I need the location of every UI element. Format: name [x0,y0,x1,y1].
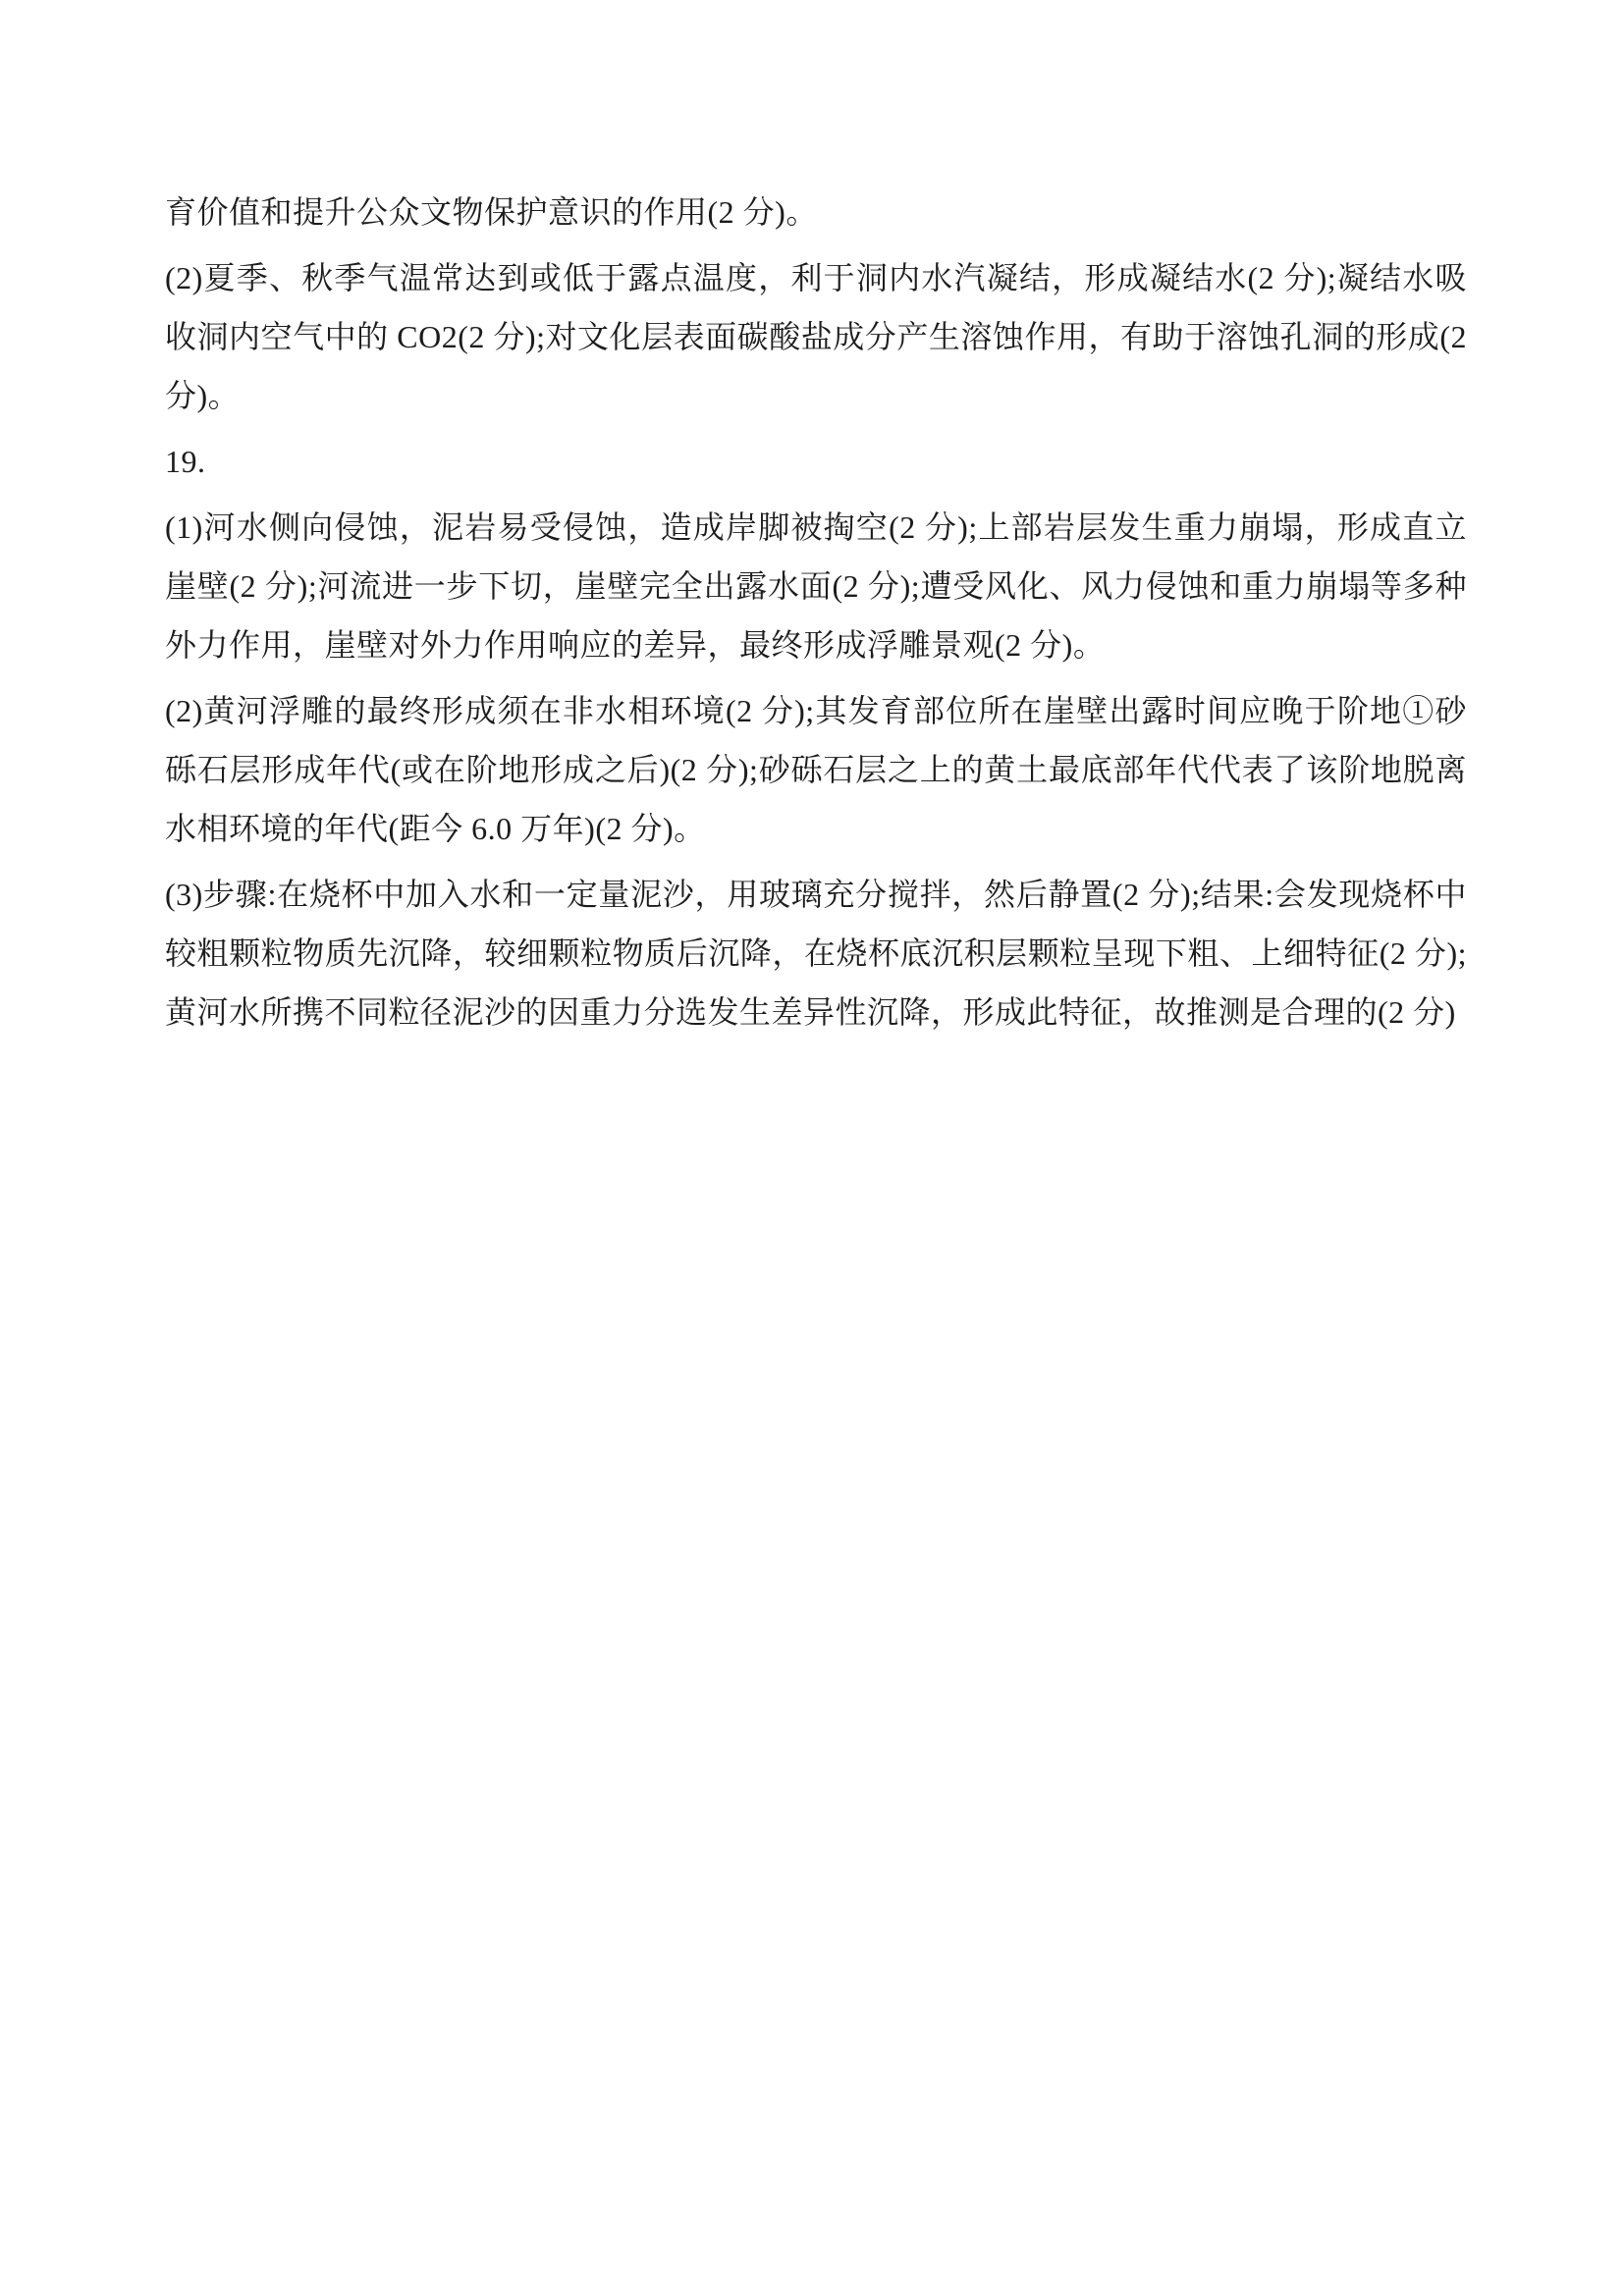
answer-19-part2: (2)黄河浮雕的最终形成须在非水相环境(2 分);其发育部位所在崖壁出露时间应晚于阶地①砂砾石层形成年代(或在阶地形成之后)(2 分);砂砾石层之上的黄土最底部年代代表了该阶地脱离水相环境的年代(距今 6.0 万年)(2 分)。 [165,693,1467,846]
answer-19-part1: (1)河水侧向侵蚀，泥岩易受侵蚀，造成岸脚被掏空(2 分);上部岩层发生重力崩塌，形成直立崖壁(2 分);河流进一步下切，崖壁完全出露水面(2 分);遭受风化、风力侵蚀和重力崩塌等多种外力作用，崖壁对外力作用响应的差异，最终形成浮雕景观(2 分)。 [165,509,1467,663]
answer-18-part2: (2)夏季、秋季气温常达到或低于露点温度，利于洞内水汽凝结，形成凝结水(2 分);凝结水吸收洞内空气中的 CO2(2 分);对文化层表面碳酸盐成分产生溶蚀作用，有助于溶蚀孔洞的形成(2 分)。 [165,260,1467,413]
answer-19-part3: (3)步骤:在烧杯中加入水和一定量泥沙，用玻璃充分搅拌，然后静置(2 分);结果:会发现烧杯中较粗颗粒物质先沉降，较细颗粒物质后沉降，在烧杯底沉积层颗粒呈现下粗、上细特征(2 分);黄河水所携不同粒径泥沙的因重力分选发生差异性沉降，形成此特征，故推测是合理的(2 分) [165,877,1467,1030]
question-19-number: 19. [165,444,206,479]
answer-key-content [165,183,1467,1048]
answer-18-continuation-line: 育价值和提升公众文物保护意识的作用(2 分)。 [165,194,818,230]
